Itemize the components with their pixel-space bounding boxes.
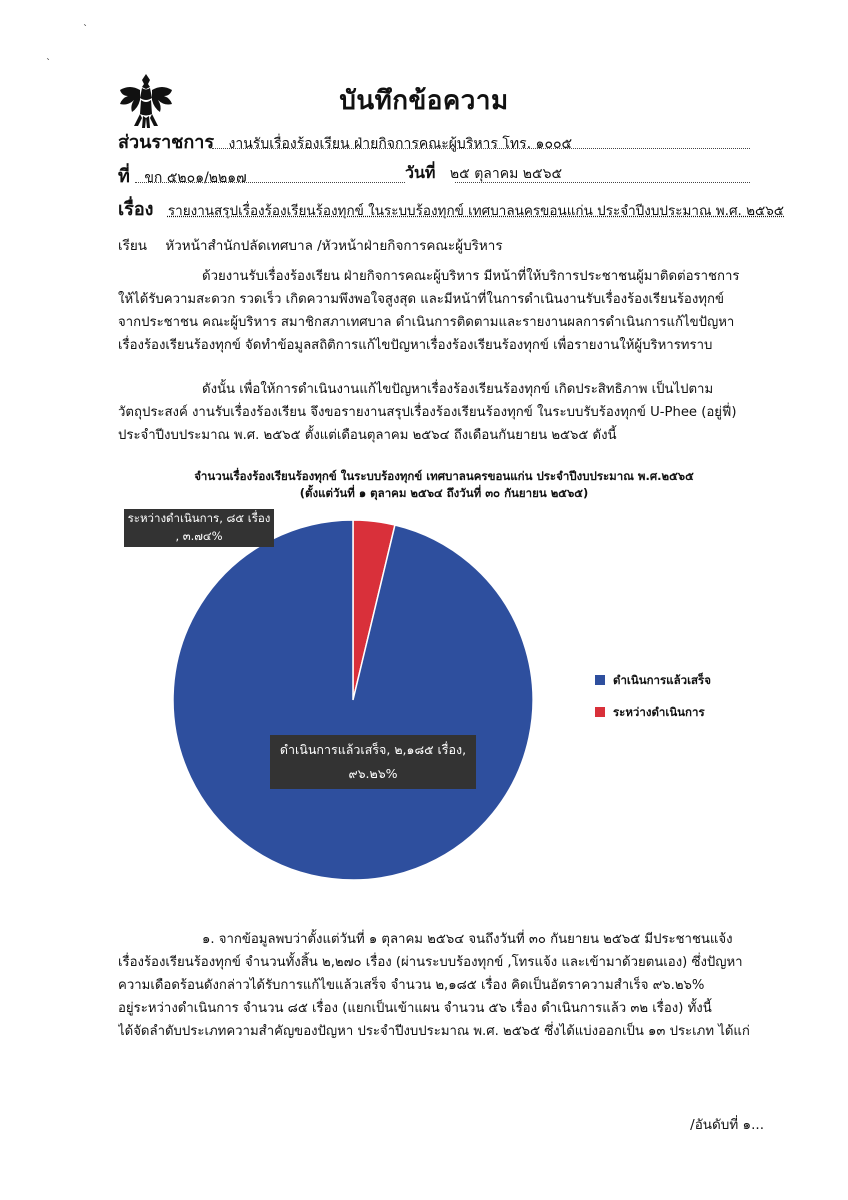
agency-value: งานรับเรื่องร้องเรียน ฝ่ายกิจการคณะผู้บริหาร โทร. ๑๐๐๕ <box>228 136 573 152</box>
pie-slice-completed <box>173 520 533 880</box>
paragraph-findings <box>118 928 768 1043</box>
chart-title: จำนวนเรื่องร้องเรียนร้องทุกข์ ในระบบร้องทุกข์ เทศบาลนครขอนแก่น ประจำปีงบประมาณ พ.ศ.๒๕๖๕ <box>194 469 694 483</box>
salutation-value: หัวหน้าสำนักปลัดเทศบาล /หัวหน้าฝ่ายกิจการคณะผู้บริหาร <box>165 238 503 254</box>
legend-item-completed <box>595 672 711 690</box>
subject-value: รายงานสรุปเรื่องร้องเรียนร้องทุกข์ ในระบบร้องทุกข์ เทศบาลนครขอนแก่น ประจำปีงบประมาณ พ.ศ. ๒๕๖๕ <box>167 203 785 219</box>
chart-subtitle: (ตั้งแต่วันที่ ๑ ตุลาคม ๒๕๖๔ ถึงวันที่ ๓๐ กันยายน ๒๕๖๕) <box>299 486 589 500</box>
legend-item-in-progress <box>595 704 705 722</box>
continuation-footer: /อันดับที่ ๑... <box>690 1117 764 1133</box>
reference-value: ขก ๕๒๐๑/๒๒๑๗ <box>144 170 247 186</box>
agency-label: ส่วนราชการ <box>118 132 215 153</box>
scan-mark-top: ` <box>83 24 88 35</box>
data-label-completed-line1: ดำเนินการแล้วเสร็จ, ๒,๑๘๕ เรื่อง, <box>279 742 467 757</box>
paragraph-line: ได้จัดลำดับประเภทความสำคัญของปัญหา ประจำปีงบประมาณ พ.ศ. ๒๕๖๕ ซึ่งได้แบ่งออกเป็น ๑๓ ประเภท ได้แก่ <box>118 1024 750 1039</box>
legend-swatch-completed <box>595 675 605 685</box>
paragraph-line: ๑. จากข้อมูลพบว่าตั้งแต่วันที่ ๑ ตุลาคม ๒๕๖๔ จนถึงวันที่ ๓๐ กันยายน ๒๕๖๕ มีประชาชนแจ้ง <box>202 932 733 947</box>
paragraph-line: ดังนั้น เพื่อให้การดำเนินงานแก้ไขปัญหาเรื่องร้องเรียนร้องทุกข์ เกิดประสิทธิภาพ เป็นไปตาม <box>202 382 714 397</box>
memo-title: บันทึกข้อความ <box>339 86 509 116</box>
salutation-label: เรียน <box>118 238 148 254</box>
data-label-completed-line2: ๙๖.๒๖% <box>348 766 398 781</box>
paragraph-line: ด้วยงานรับเรื่องร้องเรียน ฝ่ายกิจการคณะผู้บริหาร มีหน้าที่ให้บริการประชาชนผู้มาติดต่อราชการ <box>202 269 740 284</box>
scan-mark-left: ` <box>46 58 51 69</box>
paragraph-line: จากประชาชน คณะผู้บริหาร สมาชิกสภาเทศบาล ดำเนินการติดตามและรายงานผลการดำเนินการแก้ไขปัญหา <box>118 315 735 330</box>
data-label-in-progress-line2: , ๓.๗๔% <box>175 529 223 543</box>
paragraph-line: ความเดือดร้อนดังกล่าวได้รับการแก้ไขแล้วเสร็จ จำนวน ๒,๑๘๕ เรื่อง คิดเป็นอัตราความสำเร็จ ๙๖.๒๖% <box>118 978 705 993</box>
paragraph-line: เรื่องร้องเรียนร้องทุกข์ จำนวนทั้งสิ้น ๒,๒๗๐ เรื่อง (ผ่านระบบร้องทุกข์ ,โทรแจ้ง และเข้ามาด้วยตนเอง) ซึ่งปัญหา <box>118 955 743 970</box>
paragraph-line: ประจำปีงบประมาณ พ.ศ. ๒๕๖๕ ตั้งแต่เดือนตุลาคม ๒๕๖๔ ถึงเดือนกันยายน ๒๕๖๕ ดังนี้ <box>118 428 617 443</box>
legend-label-in-progress: ระหว่างดำเนินการ <box>613 705 705 719</box>
date-value: ๒๕ ตุลาคม ๒๕๖๕ <box>449 166 563 182</box>
subject-label: เรื่อง <box>118 199 154 220</box>
date-label: วันที่ <box>405 163 436 182</box>
paragraph-line: ให้ได้รับความสะดวก รวดเร็ว เกิดความพึงพอใจสูงสุด และมีหน้าที่ในการดำเนินงานรับเรื่องร้องเรียนร้องทุกข์ <box>118 292 724 307</box>
legend-label-completed: ดำเนินการแล้วเสร็จ <box>613 673 711 687</box>
data-label-completed <box>270 735 476 789</box>
data-label-in-progress-line1: ระหว่างดำเนินการ, ๘๕ เรื่อง <box>127 511 271 525</box>
data-label-in-progress <box>124 509 274 547</box>
paragraph-line: อยู่ระหว่างดำเนินการ จำนวน ๘๕ เรื่อง (แยกเป็นเข้าแผน จำนวน ๕๖ เรื่อง ดำเนินการแล้ว ๓๒ เรื่อง) ทั้งนี้ <box>118 1001 712 1016</box>
paragraph-line: วัตถุประสงค์ งานรับเรื่องร้องเรียน จึงขอรายงานสรุปเรื่องร้องเรียนร้องทุกข์ ในระบบรับร้องทุกข์ U-Phee (อยู่ฟี่) <box>118 405 737 420</box>
reference-label: ที่ <box>118 166 130 187</box>
paragraph-line: เรื่องร้องเรียนร้องทุกข์ จัดทำข้อมูลสถิติการแก้ไขปัญหาเรื่องร้องเรียนร้องทุกข์ เพื่อรายงานให้ผู้บริหารทราบ <box>118 338 713 353</box>
legend-swatch-in-progress <box>595 707 605 717</box>
